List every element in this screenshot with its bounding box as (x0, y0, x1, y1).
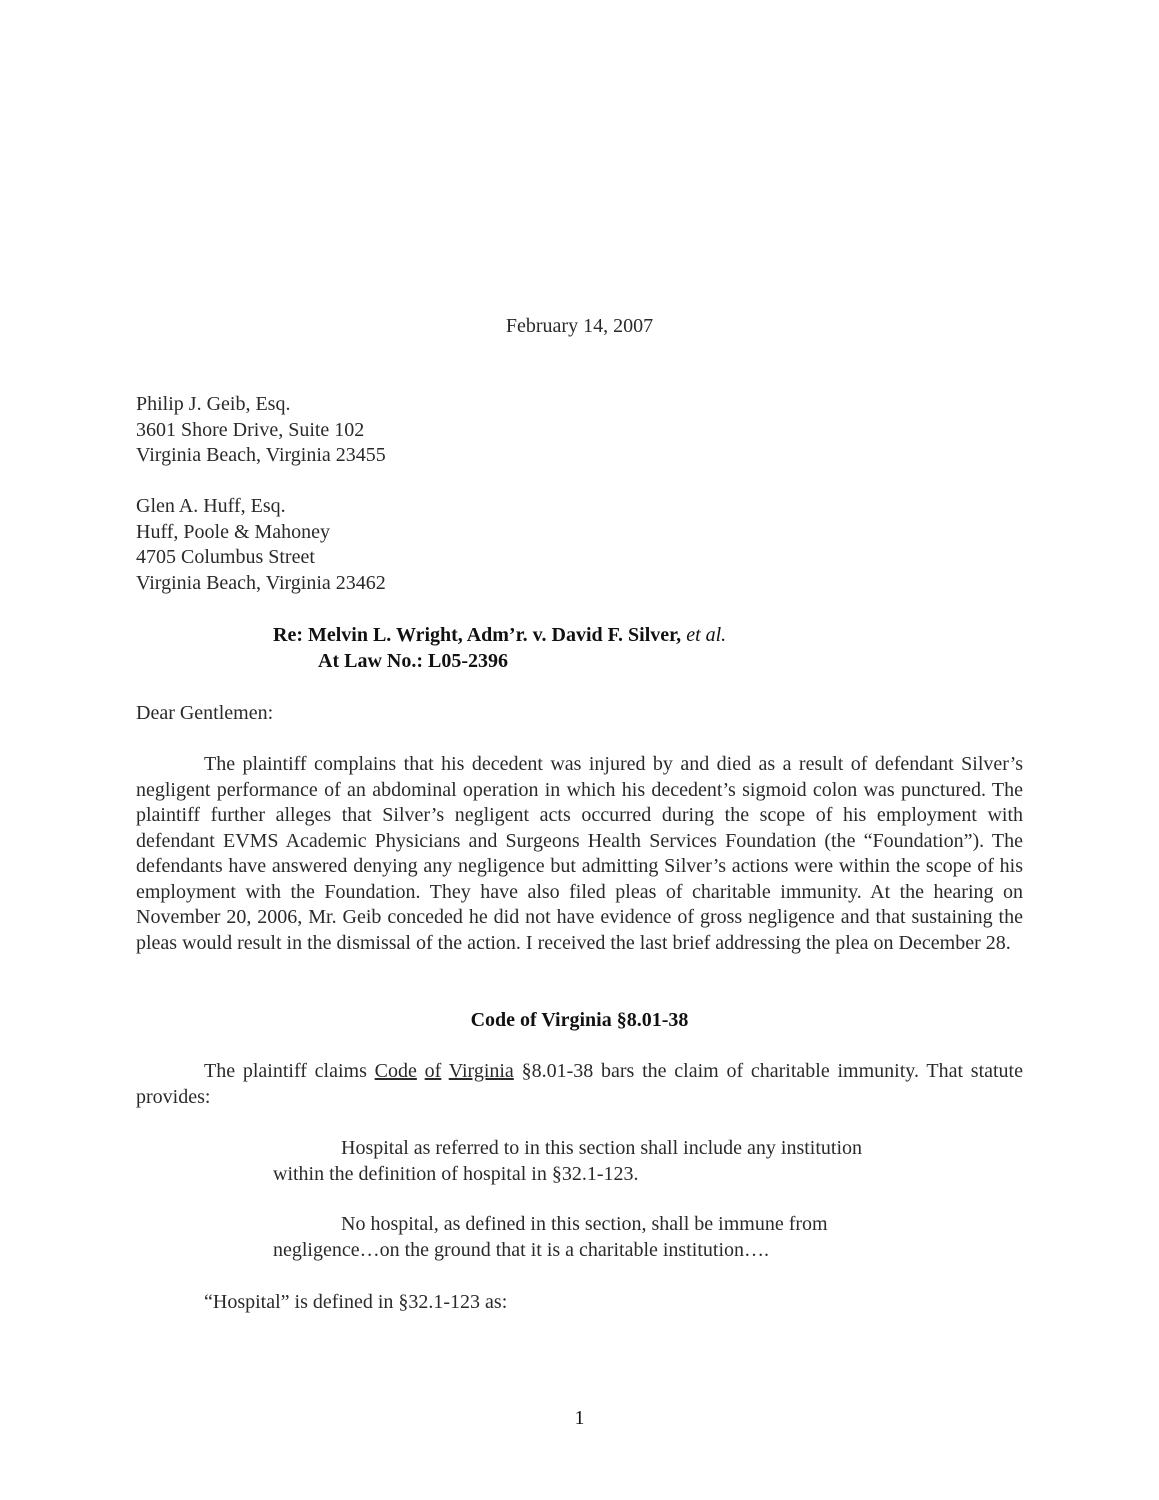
block-quote-no-immunity: No hospital, as defined in this section, shall be immune from negligence…on the ground that it is a charitable institution…. (273, 1213, 828, 1261)
address-line: 4705 Columbus Street (136, 546, 315, 568)
code-underline: Code (374, 1060, 417, 1082)
salutation: Dear Gentlemen: (136, 702, 274, 724)
definition-intro-line: “Hospital” is defined in §32.1-123 as: (204, 1291, 508, 1313)
address-line: Huff, Poole & Mahoney (136, 520, 331, 543)
re-case-number: At Law No.: L05-2396 (318, 649, 508, 672)
address-line: Philip J. Geib, Esq. (136, 393, 291, 415)
recipient-address-huff (136, 494, 386, 596)
page-number: 1 (574, 1407, 585, 1429)
re-et-al: et al. (686, 624, 727, 646)
letter-date: February 14, 2007 (505, 315, 654, 337)
paragraph-background: The plaintiff complains that his decedent was injured by and died as a result of defendant Silver’s negligent performance of an abdominal operation in which his decedent’s sigmoid colon was punctured. The plaintiff further alleges that Silver’s negligent acts occurred during the scope of his employment with defendant EVMS Academic Physicians and Surgeons Health Services Foundation (the “Foundation”). The defendants have answered denying any negligence but admitting Silver’s actions were within the scope of his employment with the Foundation. They have also filed pleas of charitable immunity. At the hearing on November 20, 2006, Mr. Geib conceded he did not have evidence of gross negligence and that sustaining the pleas would result in the dismissal of the action. I received the last brief addressing the plea on December 28. (136, 753, 1023, 954)
address-line: 3601 Shore Drive, Suite 102 (136, 418, 365, 441)
virginia-underline: Virginia (448, 1060, 514, 1082)
section-heading: Code of Virginia §8.01-38 (470, 1009, 689, 1031)
address-line: Glen A. Huff, Esq. (136, 495, 286, 517)
re-line (273, 623, 726, 674)
address-line: Virginia Beach, Virginia 23455 (136, 444, 386, 466)
paragraph-statute-claim: The plaintiff claims Code of Virginia §8.01-38 bars the claim of charitable immunity. That statute provides: (136, 1060, 1023, 1108)
address-line: Virginia Beach, Virginia 23462 (136, 571, 386, 594)
block-quote-hospital-definition: Hospital as referred to in this section shall include any institution within the definition of hospital in §32.1-123. (273, 1137, 863, 1185)
recipient-address-geib (136, 392, 386, 469)
of-underline: of (424, 1060, 442, 1082)
re-case-caption: Re: Melvin L. Wright, Adm’r. v. David F. Silver, (273, 624, 687, 646)
